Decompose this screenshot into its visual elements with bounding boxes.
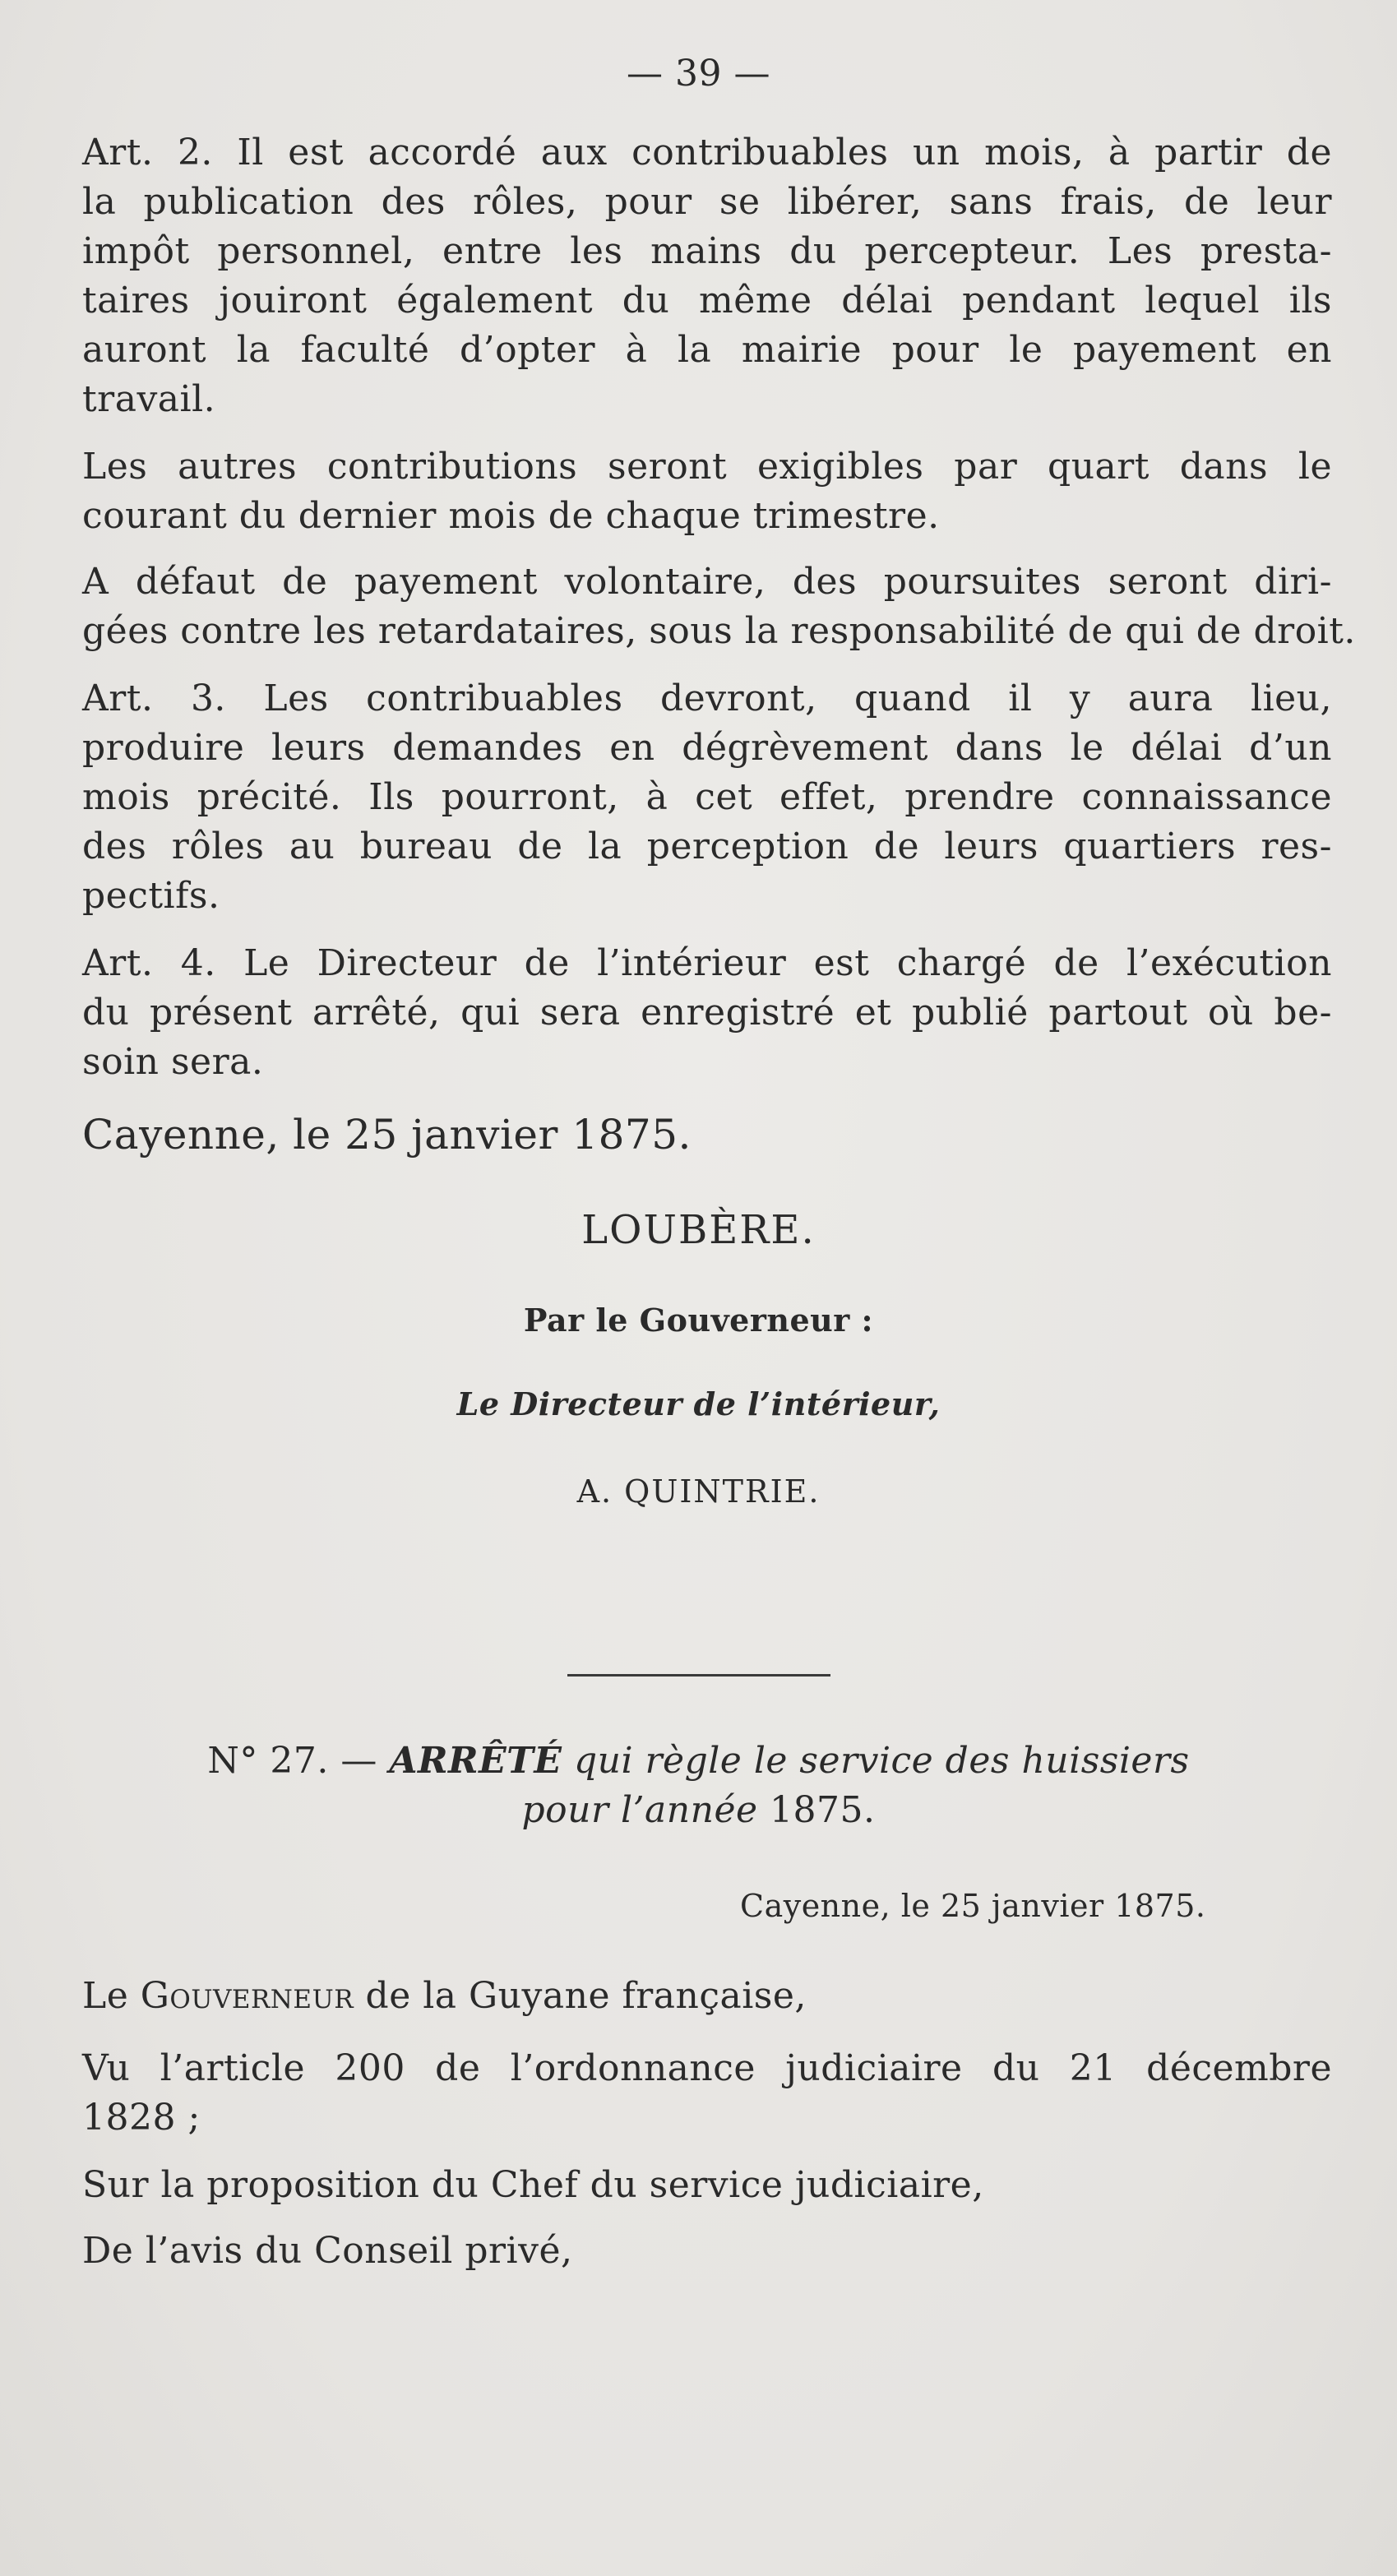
signature-by: Par le Gouverneur : bbox=[523, 1302, 874, 1339]
art3-line: pectifs. bbox=[82, 875, 220, 917]
art2-line: auront la faculté d’opter à la mairie pour le payement en bbox=[82, 329, 1332, 371]
art2-line: travail. bbox=[82, 378, 216, 420]
decree-heading bbox=[0, 1738, 1397, 1784]
art2-line: impôt personnel, entre les mains du percepteur. Les presta- bbox=[82, 230, 1332, 272]
art3-line: mois précité. Ils pourront, à cet effet, prendre connaissance bbox=[82, 776, 1332, 818]
decree-subheading bbox=[0, 1787, 1397, 1834]
defaut-line: A défaut de payement volontaire, des poursuites seront diri- bbox=[82, 561, 1332, 603]
preamble-rest: de la Guyane française, bbox=[365, 1975, 807, 2017]
art2-line: taires jouiront également du même délai pendant lequel ils bbox=[82, 280, 1332, 321]
signature-role: Le Directeur de l’intérieur, bbox=[456, 1385, 941, 1422]
autres-line: courant du dernier mois de chaque trimestre. bbox=[82, 495, 940, 537]
art4-line: Art. 4. Le Directeur de l’intérieur est chargé de l’exécution bbox=[82, 942, 1332, 984]
preamble-sur: Sur la proposition du Chef du service judiciaire, bbox=[82, 2164, 984, 2206]
preamble-vu-line: 1828 ; bbox=[82, 2097, 201, 2139]
preamble-avis: De l’avis du Conseil privé, bbox=[82, 2230, 573, 2272]
preamble-le: Le bbox=[82, 1975, 129, 2017]
art2-line: Art. 2. Il est accordé aux contribuables un mois, à partir de bbox=[82, 132, 1332, 173]
art3-line: produire leurs demandes en dégrèvement dans le délai d’un bbox=[82, 727, 1332, 769]
art4-line: du présent arrêté, qui sera enregistré et publié partout où be- bbox=[82, 992, 1332, 1034]
decree-date: Cayenne, le 25 janvier 1875. bbox=[740, 1888, 1206, 1924]
art2-line: la publication des rôles, pour se libérer, sans frais, de leur bbox=[82, 181, 1332, 223]
signature-name: LOUBÈRE. bbox=[581, 1207, 816, 1253]
decree-number: N° 27. — bbox=[207, 1740, 377, 1782]
autres-line: Les autres contributions seront exigibles par quart dans le bbox=[82, 446, 1332, 488]
section-divider bbox=[567, 1674, 830, 1676]
defaut-line: gées contre les retardataires, sous la responsabilité de qui de droit. bbox=[82, 610, 1356, 652]
date-line: Cayenne, le 25 janvier 1875. bbox=[82, 1111, 692, 1159]
art4-line: soin sera. bbox=[82, 1041, 264, 1083]
decree-title-text: pour l’année bbox=[521, 1789, 758, 1831]
preamble-governor bbox=[82, 1973, 807, 2019]
decree-title-text: qui règle le service des huissiers bbox=[573, 1740, 1190, 1782]
page-number: — 39 — bbox=[627, 53, 770, 95]
preamble-gouverneur: Gouverneur bbox=[140, 1975, 354, 2017]
signature-signer: A. QUINTRIE. bbox=[576, 1473, 821, 1510]
art3-line: Art. 3. Les contribuables devront, quand il y aura lieu, bbox=[82, 678, 1332, 719]
preamble-vu-line: Vu l’article 200 de l’ordonnance judiciaire du 21 décembre bbox=[82, 2047, 1332, 2089]
art3-line: des rôles au bureau de la perception de leurs quartiers res- bbox=[82, 826, 1332, 867]
decree-title-year: 1875. bbox=[770, 1789, 876, 1831]
decree-title-keyword: ARRÊTÉ bbox=[389, 1740, 562, 1782]
